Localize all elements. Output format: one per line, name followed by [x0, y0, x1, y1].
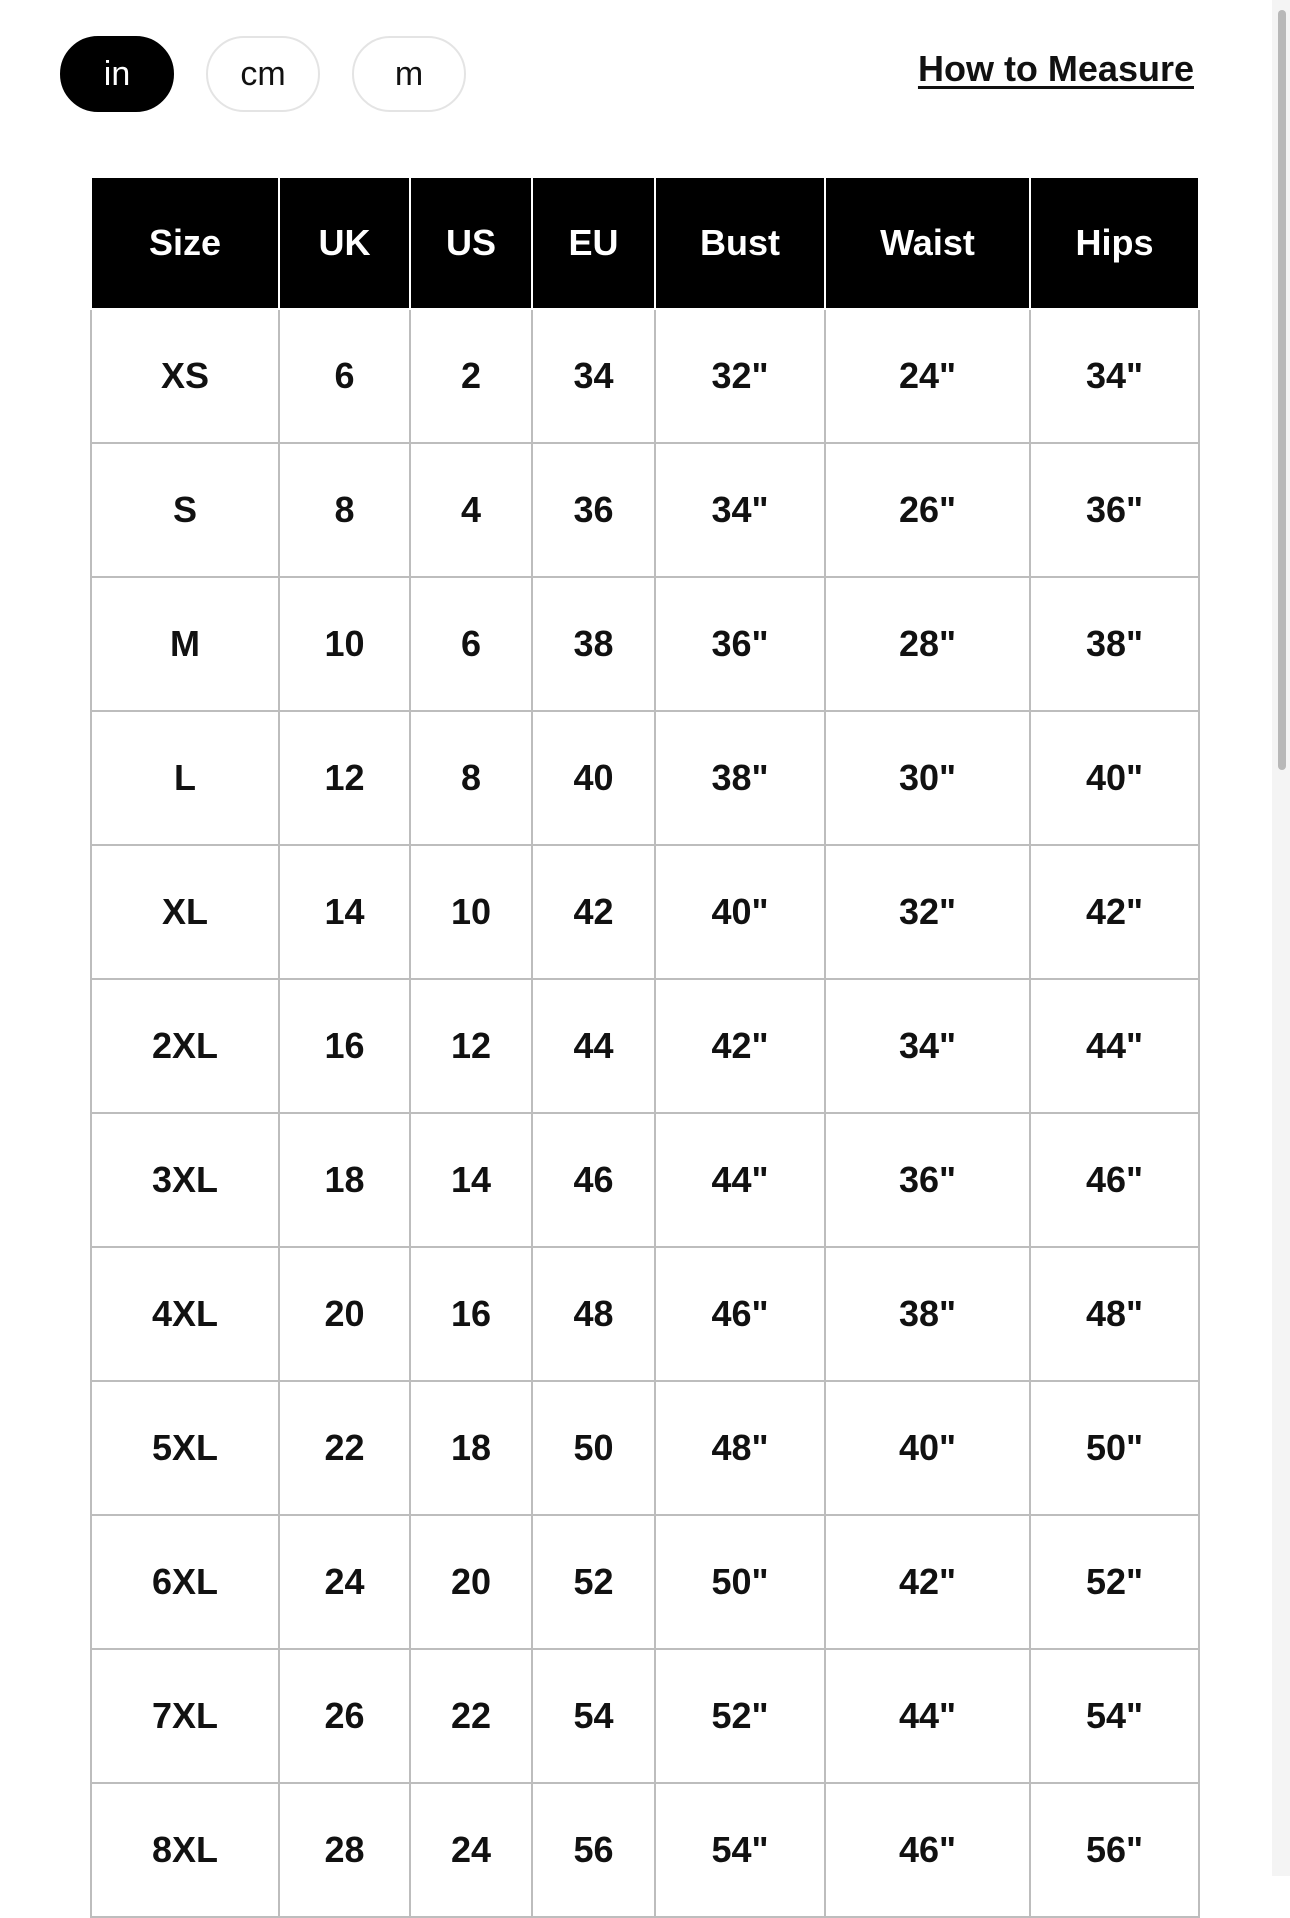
cell-waist: 36": [825, 1113, 1030, 1247]
cell-us: 10: [410, 845, 532, 979]
cell-eu: 52: [532, 1515, 655, 1649]
cell-us: 12: [410, 979, 532, 1113]
cell-eu: 50: [532, 1381, 655, 1515]
cell-size: L: [91, 711, 279, 845]
scrollbar-thumb[interactable]: [1278, 10, 1286, 770]
cell-bust: 46": [655, 1247, 825, 1381]
cell-eu: 48: [532, 1247, 655, 1381]
size-chart-table-container: [90, 176, 1198, 1918]
cell-bust: 48": [655, 1381, 825, 1515]
cell-hips: 34": [1030, 309, 1199, 443]
cell-size: 8XL: [91, 1783, 279, 1917]
column-header-hips: Hips: [1030, 177, 1199, 309]
cell-size: XS: [91, 309, 279, 443]
table-row: [91, 443, 1199, 577]
column-header-uk: UK: [279, 177, 410, 309]
cell-us: 20: [410, 1515, 532, 1649]
cell-hips: 56": [1030, 1783, 1199, 1917]
cell-bust: 50": [655, 1515, 825, 1649]
cell-eu: 34: [532, 309, 655, 443]
column-header-us: US: [410, 177, 532, 309]
cell-waist: 38": [825, 1247, 1030, 1381]
cell-size: 6XL: [91, 1515, 279, 1649]
cell-bust: 36": [655, 577, 825, 711]
cell-hips: 38": [1030, 577, 1199, 711]
cell-hips: 40": [1030, 711, 1199, 845]
cell-hips: 52": [1030, 1515, 1199, 1649]
cell-bust: 54": [655, 1783, 825, 1917]
how-to-measure-link[interactable]: How to Measure: [917, 48, 1194, 89]
cell-bust: 38": [655, 711, 825, 845]
unit-toggle: [60, 36, 466, 112]
scrollbar-track[interactable]: [1272, 0, 1290, 1876]
table-row: [91, 309, 1199, 443]
cell-hips: 36": [1030, 443, 1199, 577]
table-row: [91, 845, 1199, 979]
cell-us: 2: [410, 309, 532, 443]
cell-size: M: [91, 577, 279, 711]
cell-hips: 48": [1030, 1247, 1199, 1381]
table-row: [91, 1783, 1199, 1917]
cell-uk: 6: [279, 309, 410, 443]
cell-waist: 30": [825, 711, 1030, 845]
cell-waist: 32": [825, 845, 1030, 979]
cell-us: 22: [410, 1649, 532, 1783]
cell-us: 16: [410, 1247, 532, 1381]
cell-size: 3XL: [91, 1113, 279, 1247]
cell-size: 7XL: [91, 1649, 279, 1783]
cell-size: 5XL: [91, 1381, 279, 1515]
cell-hips: 44": [1030, 979, 1199, 1113]
table-body: [91, 309, 1199, 1917]
table-row: [91, 1649, 1199, 1783]
cell-uk: 20: [279, 1247, 410, 1381]
cell-eu: 44: [532, 979, 655, 1113]
unit-button-in[interactable]: in: [60, 36, 174, 112]
cell-hips: 54": [1030, 1649, 1199, 1783]
cell-hips: 46": [1030, 1113, 1199, 1247]
cell-uk: 12: [279, 711, 410, 845]
table-row: [91, 711, 1199, 845]
cell-eu: 42: [532, 845, 655, 979]
cell-eu: 36: [532, 443, 655, 577]
cell-uk: 18: [279, 1113, 410, 1247]
cell-eu: 56: [532, 1783, 655, 1917]
table-row: [91, 979, 1199, 1113]
cell-waist: 26": [825, 443, 1030, 577]
table-row: [91, 577, 1199, 711]
cell-size: S: [91, 443, 279, 577]
column-header-bust: Bust: [655, 177, 825, 309]
table-row: [91, 1515, 1199, 1649]
cell-hips: 50": [1030, 1381, 1199, 1515]
cell-waist: 42": [825, 1515, 1030, 1649]
cell-uk: 8: [279, 443, 410, 577]
cell-bust: 32": [655, 309, 825, 443]
cell-bust: 52": [655, 1649, 825, 1783]
size-chart-table: [90, 176, 1200, 1918]
cell-size: 4XL: [91, 1247, 279, 1381]
table-header-row: [91, 177, 1199, 309]
cell-us: 14: [410, 1113, 532, 1247]
cell-eu: 40: [532, 711, 655, 845]
cell-waist: 24": [825, 309, 1030, 443]
table-row: [91, 1247, 1199, 1381]
cell-us: 6: [410, 577, 532, 711]
cell-bust: 44": [655, 1113, 825, 1247]
table-row: [91, 1381, 1199, 1515]
unit-button-m[interactable]: m: [352, 36, 466, 112]
cell-bust: 40": [655, 845, 825, 979]
cell-bust: 34": [655, 443, 825, 577]
column-header-waist: Waist: [825, 177, 1030, 309]
cell-waist: 46": [825, 1783, 1030, 1917]
cell-eu: 54: [532, 1649, 655, 1783]
cell-waist: 44": [825, 1649, 1030, 1783]
cell-waist: 28": [825, 577, 1030, 711]
cell-us: 18: [410, 1381, 532, 1515]
cell-us: 8: [410, 711, 532, 845]
cell-bust: 42": [655, 979, 825, 1113]
unit-button-cm[interactable]: cm: [206, 36, 320, 112]
cell-us: 24: [410, 1783, 532, 1917]
cell-us: 4: [410, 443, 532, 577]
table-row: [91, 1113, 1199, 1247]
cell-eu: 46: [532, 1113, 655, 1247]
cell-eu: 38: [532, 577, 655, 711]
cell-waist: 34": [825, 979, 1030, 1113]
cell-size: 2XL: [91, 979, 279, 1113]
cell-waist: 40": [825, 1381, 1030, 1515]
cell-uk: 10: [279, 577, 410, 711]
column-header-eu: EU: [532, 177, 655, 309]
cell-hips: 42": [1030, 845, 1199, 979]
cell-uk: 16: [279, 979, 410, 1113]
column-header-size: Size: [91, 177, 279, 309]
cell-size: XL: [91, 845, 279, 979]
cell-uk: 26: [279, 1649, 410, 1783]
cell-uk: 24: [279, 1515, 410, 1649]
cell-uk: 22: [279, 1381, 410, 1515]
cell-uk: 14: [279, 845, 410, 979]
cell-uk: 28: [279, 1783, 410, 1917]
